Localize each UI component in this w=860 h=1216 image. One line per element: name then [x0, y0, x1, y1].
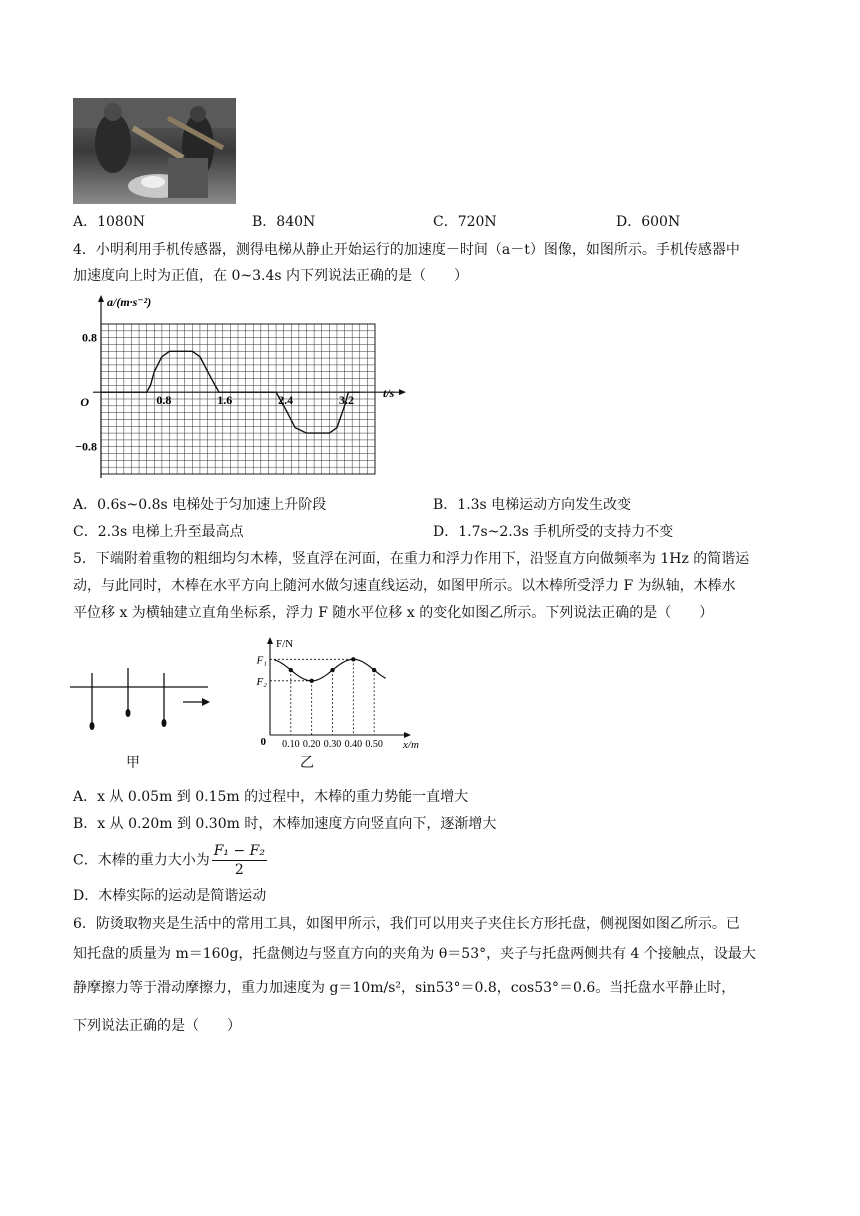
q5-option-d: D．木棒实际的运动是简谐运动 — [73, 888, 267, 904]
origin-label: O — [80, 395, 89, 410]
q5-option-a: A．x 从 0.05m 到 0.15m 的过程中，木棒的重力势能一直增大 — [73, 789, 469, 805]
x-tick-label: 1.6 — [217, 393, 233, 408]
q3-option-b: B．840N — [252, 214, 316, 230]
q5-option-c-prefix: C．木棒的重力大小为 — [73, 852, 210, 869]
q4-option-d: D．1.7s~2.3s 手机所受的支持力不变 — [433, 524, 674, 540]
y-tick-label: −0.8 — [75, 439, 97, 454]
q3-option-a: A．1080N — [73, 214, 145, 230]
x-tick-label: 0.50 — [365, 739, 383, 750]
q4-stem-line-2: 加速度向上时为正值，在 0~3.4s 内下列说法正确的是（ ） — [73, 268, 468, 284]
acceleration-time-chart — [73, 292, 413, 482]
q5-option-c-fraction — [212, 842, 267, 879]
data-point — [330, 668, 334, 672]
x-axis-label: t/s — [383, 386, 395, 401]
q5-option-b: B．x 从 0.20m 到 0.30m 时，木棒加速度方向竖直向下，逐渐增大 — [73, 816, 497, 832]
x-axis-arrow — [399, 389, 406, 395]
y-tick-label: 0.8 — [82, 330, 97, 345]
origin-label: 0 — [260, 736, 266, 748]
data-point — [372, 668, 376, 672]
x-tick-label: 0.8 — [156, 393, 172, 408]
x-axis-label: x/m — [403, 739, 419, 751]
q5-stem-line-1: 5．下端附着重物的粗细均匀木棒，竖直浮在河面，在重力和浮力作用下，沿竖直方向做频率为 1Hz 的简谐运 — [73, 551, 750, 567]
fig-yi-caption: 乙 — [300, 755, 314, 771]
x-tick-label: 0.10 — [282, 739, 300, 750]
data-point — [309, 679, 313, 683]
fig-jia-caption-text: 甲 — [126, 755, 140, 771]
q4-stem-line-1: 4．小明利用手机传感器，测得电梯从静止开始运行的加速度－时间（a－t）图像，如图所示。手机传感器中 — [73, 242, 740, 258]
q3-option-c: C．720N — [433, 214, 497, 230]
x-tick-label: 3.2 — [339, 393, 355, 408]
event-photo — [73, 98, 236, 204]
q3-option-d: D．600N — [616, 214, 681, 230]
y-tick-label: F₂ — [256, 675, 267, 688]
q5-stem-line-2: 动，与此同时，木棒在水平方向上随河水做匀速直线运动，如图甲所示。以木棒所受浮力 F 为纵轴，木棒水 — [73, 578, 736, 594]
data-point — [289, 668, 293, 672]
x-tick-label: 0.20 — [302, 739, 321, 750]
q6-stem-line-1: 6．防烫取物夹是生活中的常用工具，如图甲所示，我们可以用夹子夹住长方形托盘，侧视图如图乙所示。已 — [73, 916, 740, 932]
q5-stem-line-3: 平位移 x 为横轴建立直角坐标系，浮力 F 随水平位移 x 的变化如图乙所示。下列说法正确的是（ ） — [73, 605, 714, 621]
y-axis-label: F/N — [276, 638, 294, 650]
y-axis-label: a/(m·s⁻²) — [107, 295, 152, 309]
q6-stem-line-3: 静摩擦力等于滑动摩擦力，重力加速度为 g＝10m/s²，sin53°＝0.8，cos53°＝0.6。当托盘水平静止时， — [73, 980, 736, 996]
data-point — [351, 657, 355, 661]
buoyancy-displacement-chart — [250, 635, 430, 753]
x-tick-label: 0.40 — [344, 739, 363, 750]
x-tick-label: 0.30 — [323, 739, 342, 750]
y-axis-arrow — [267, 637, 273, 644]
q6-stem-line-4: 下列说法正确的是（ ） — [73, 1018, 241, 1034]
q4-option-b: B．1.3s 电梯运动方向发生改变 — [433, 497, 632, 513]
x-tick-label: 2.4 — [278, 393, 294, 408]
q6-stem-line-2: 知托盘的质量为 m＝160g，托盘侧边与竖直方向的夹角为 θ＝53°，夹子与托盘两侧共有 4 个接触点，设最大 — [73, 946, 756, 962]
q4-option-a: A．0.6s~0.8s 电梯处于匀加速上升阶段 — [73, 497, 327, 513]
x-axis-arrow — [404, 732, 411, 738]
fraction-numerator: F₁ − F₂ — [213, 843, 266, 859]
y-axis-arrow — [98, 295, 104, 302]
q4-option-c: C．2.3s 电梯上升至最高点 — [73, 524, 244, 540]
q5-option-c — [73, 842, 267, 879]
fraction-denominator: 2 — [234, 862, 244, 878]
y-tick-label: F₁ — [256, 654, 267, 667]
floating-rods-figure — [70, 665, 220, 740]
